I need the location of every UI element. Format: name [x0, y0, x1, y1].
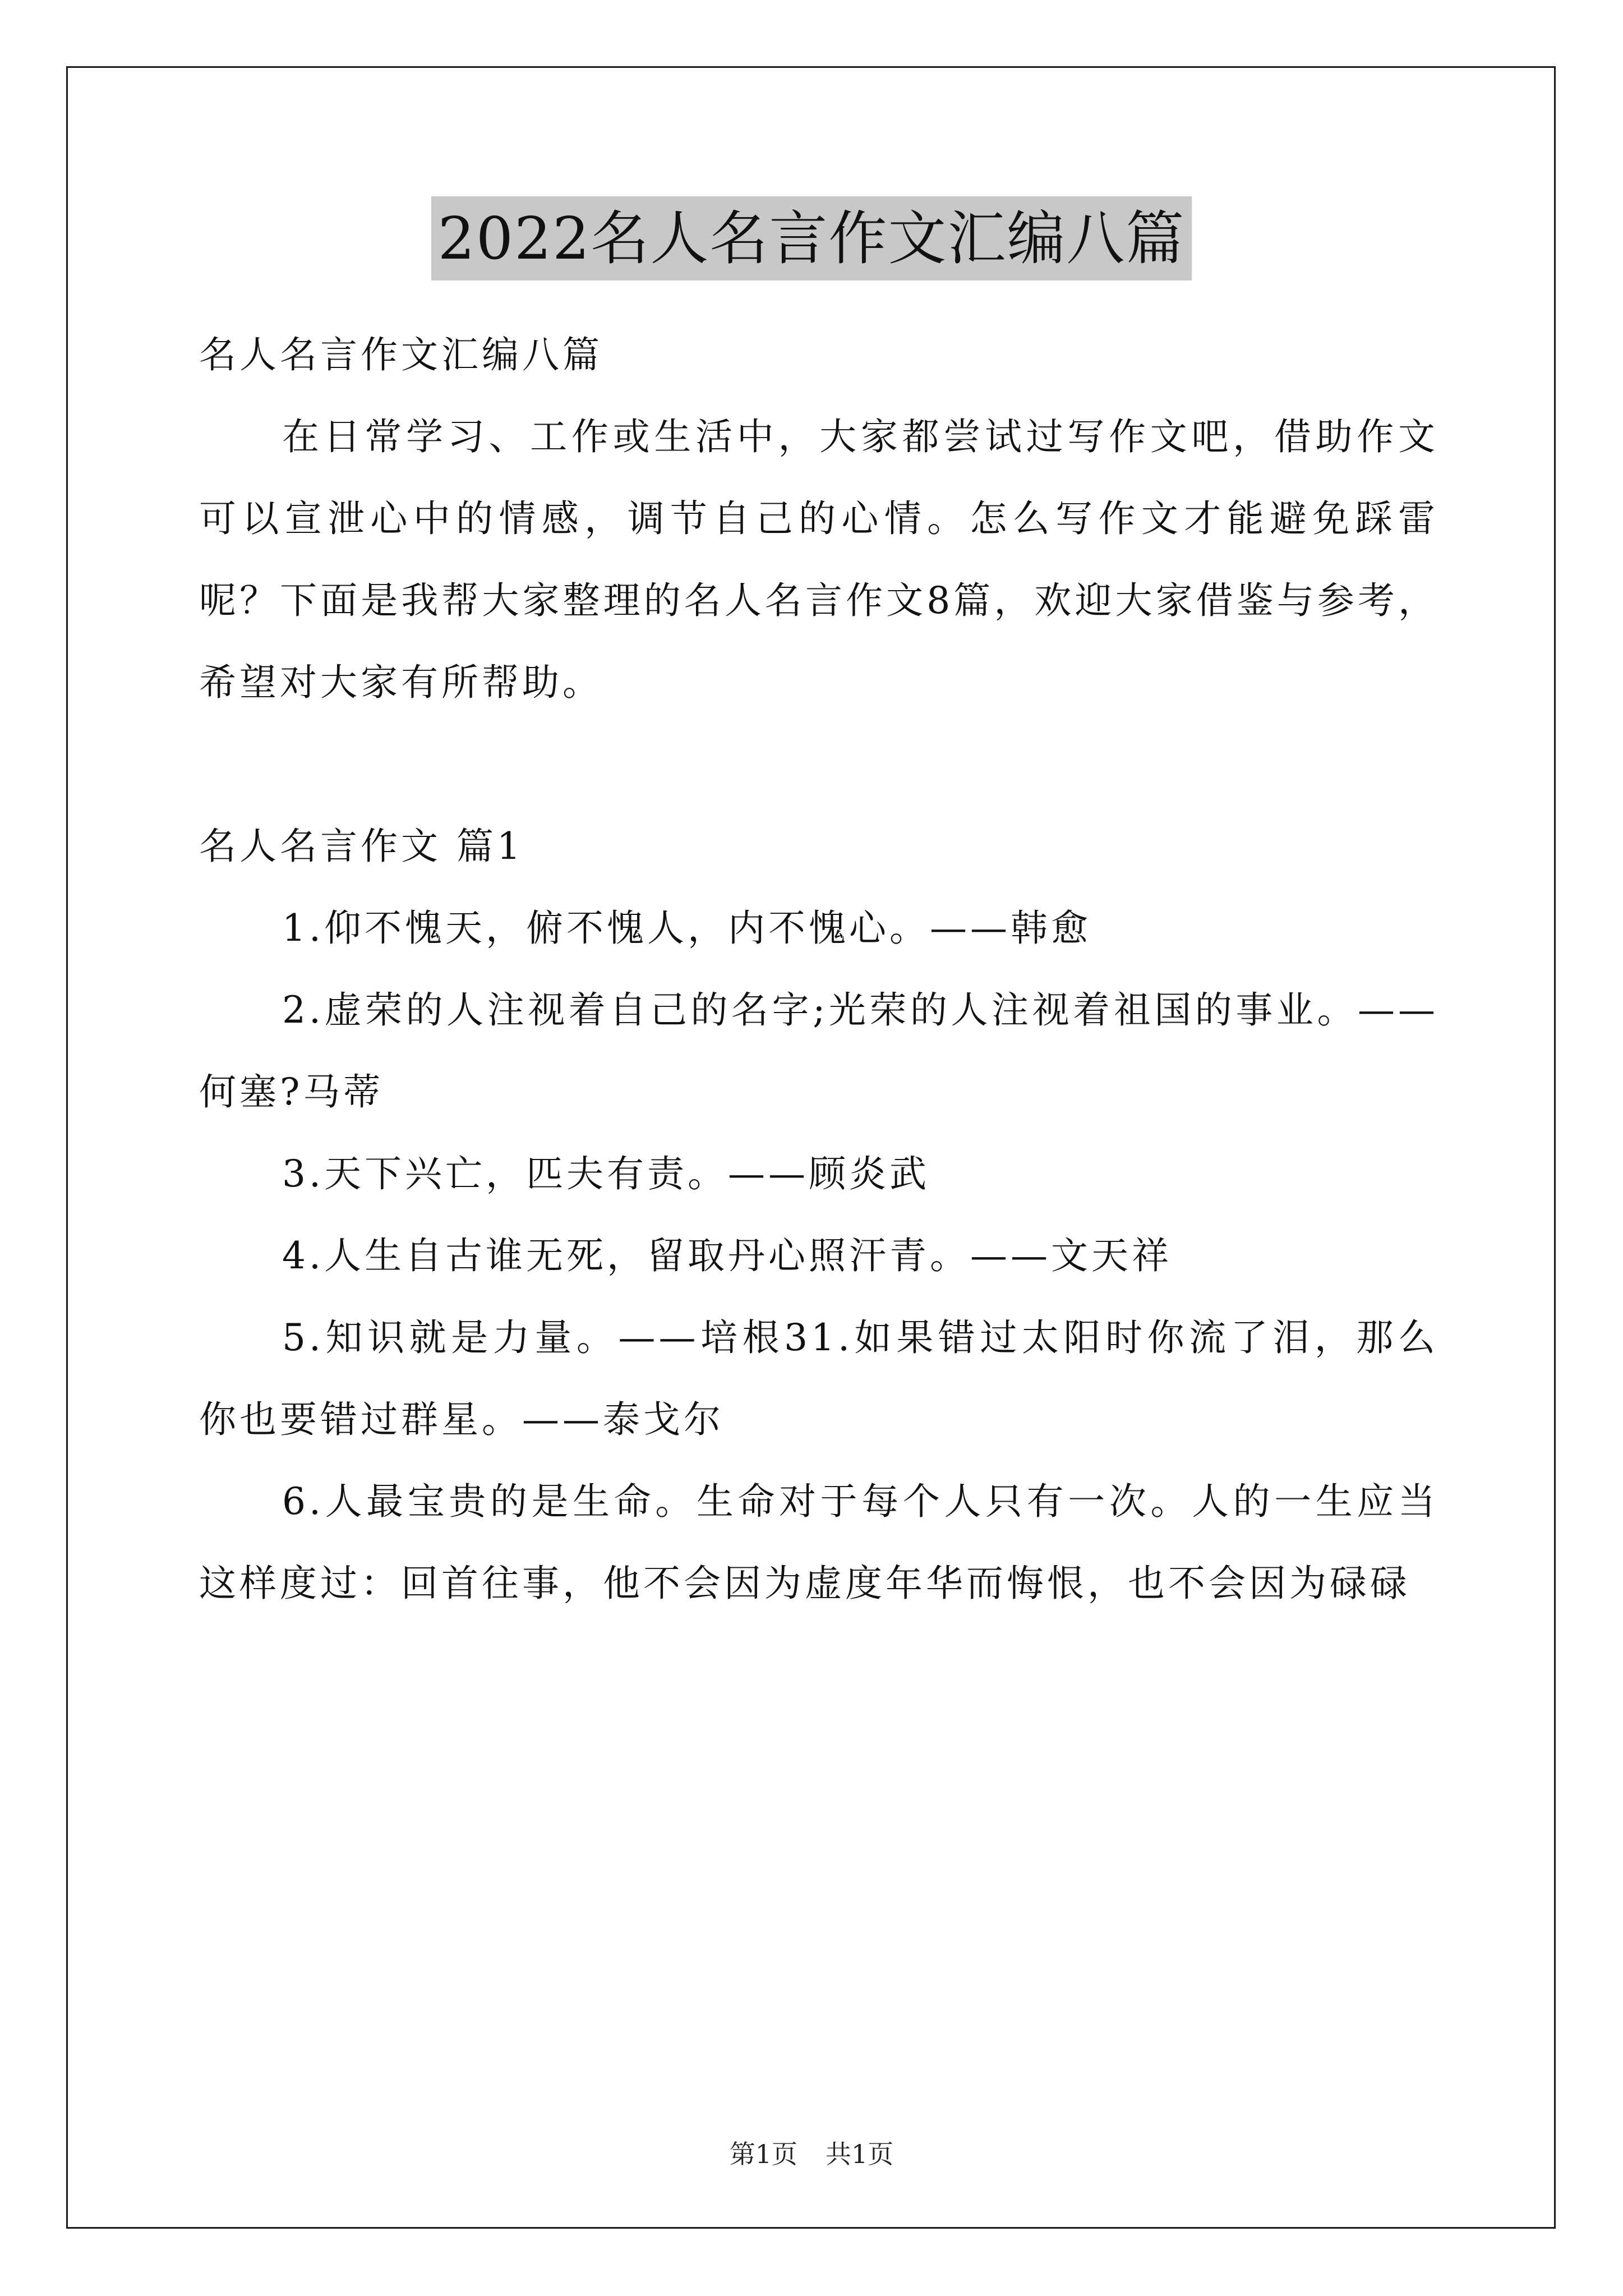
page-number: 第1页 — [729, 2139, 797, 2169]
quote-item: 5.知识就是力量。——培根31.如果错过太阳时你流了泪，那么你也要错过群星。——泰戈尔 — [199, 1316, 1438, 1441]
quote-item: 3.天下兴亡，匹夫有责。——顾炎武 — [282, 1152, 930, 1195]
quote-item: 1.仰不愧天，俯不愧人，内不愧心。——韩愈 — [282, 907, 1091, 950]
section-heading: 名人名言作文 篇1 — [199, 825, 524, 868]
document-body — [199, 314, 1438, 1625]
document-title: 2022名人名言作文汇编八篇 — [431, 196, 1192, 280]
quote-item: 4.人生自古谁无死，留取丹心照汗青。——文天祥 — [282, 1234, 1172, 1277]
quote-item: 6.人最宝贵的是生命。生命对于每个人只有一次。人的一生应当这样度过：回首往事，他不会因为虚度年华而悔恨，也不会因为碌碌 — [199, 1480, 1438, 1605]
quote-item: 2.虚荣的人注视着自己的名字;光荣的人注视着祖国的事业。——何塞?马蒂 — [199, 988, 1438, 1114]
intro-paragraph: 在日常学习、工作或生活中，大家都尝试过写作文吧，借助作文可以宣泄心中的情感，调节自己的心情。怎么写作文才能避免踩雷呢？下面是我帮大家整理的名人名言作文8篇，欢迎大家借鉴与参考，希望对大家有所帮助。 — [199, 415, 1438, 704]
page-footer — [0, 2137, 1623, 2171]
page-total: 共1页 — [826, 2139, 894, 2169]
document-subtitle: 名人名言作文汇编八篇 — [199, 333, 603, 376]
title-container — [0, 196, 1623, 280]
